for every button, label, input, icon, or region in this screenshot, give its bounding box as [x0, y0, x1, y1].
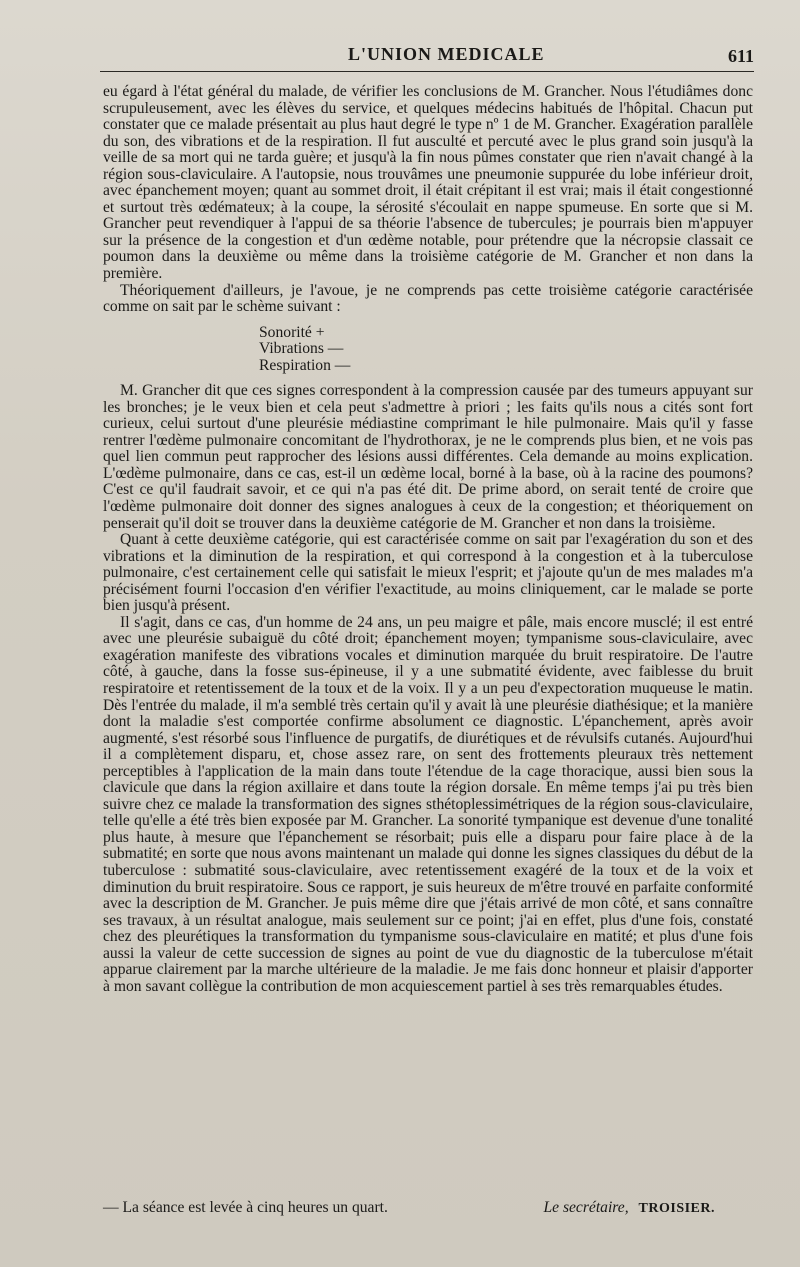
page-number: 611 [727, 46, 754, 66]
sign-scheme [103, 325, 753, 375]
article-body [103, 84, 753, 995]
scheme-line-sonorite: Sonorité + [259, 323, 325, 341]
paragraph-5: Il s'agit, dans ce cas, d'un homme de 24 ans, un peu maigre et pâle, mais encore musclé; il est entré avec une pleurésie subaiguë du côté droit; épanchement moyen; tympanisme sous-claviculaire, avec exagération manifeste des vibrations vocales et diminution marquée du bruit respiratoire. De l'autre côté, à gauche, dans la fosse sus-épineuse, il y a une submatité évidente, avec faiblesse du bruit respiratoire et retentissement de la toux et de la voix. Il y a un peu d'expectoration muqueuse le matin. Dès l'entrée du malade, il m'a semblé très certain qu'il y avait là une pleurésie diathésique; et la manière dont la maladie s'est comportée confirme absolument ce diagnostic. L'épanchement, après avoir augmenté, s'est résorbé sous l'influence de purgatifs, de diurétiques et de révulsifs cutanés. Aujourd'hui il a complètement disparu, et, chose assez rare, on sent des frottements pleuraux très nettement perceptibles à l'application de la main dans toute l'étendue de la cage thoracique, aussi bien sous la clavicule que dans la région axillaire et dans toute la région dorsale. En même temps j'ai pu très bien suivre chez ce malade la transformation des signes sthétoplessimétriques de la région sous-claviculaire, telle qu'elle a été très bien exposée par M. Grancher. La sonorité tympanique est devenue d'une tonalité plus haute, à mesure que l'épanchement se résorbait; puis elle a disparu pour faire place à de la submatité; en sorte que nous avons maintenant un malade qui donne les signes classiques du début de la tuberculose : submatité sous-claviculaire, avec retentissement exagéré de la toux et de la voix et diminution du bruit respiratoire. Sous ce rapport, je suis heureux de m'être trouvé en parfaite conformité avec la description de M. Grancher. Je puis même dire que j'étais arrivé de mon côté, et sans connaître ses travaux, à un résultat analogue, mais seulement sur ce point; j'ai en effet, plus d'une fois, constaté chez des pleurétiques la transformation du tympanisme sous-claviculaire en matité; et plus d'une fois aussi la valeur de cette succession de signes au point de vue du diagnostic de la tuberculose m'était apparue clairement par la marche ultérieure de la maladie. Je me fais donc honneur et plaisir d'apporter à mon savant collègue la contribution de mon acquiescement partiel à ses très remarquables études. [103, 613, 753, 995]
header-rule [100, 71, 754, 72]
signature [543, 1199, 715, 1217]
running-head: L'UNION MEDICALE [348, 44, 545, 64]
signature-role: Le secrétaire, [543, 1199, 629, 1216]
scheme-line-respiration: Respiration — [259, 356, 351, 374]
paragraph-4: Quant à cette deuxième catégorie, qui est caractérisée comme on sait par l'exagération du son et des vibrations et la diminution de la respiration, et qui correspond à la congestion et à la tuberculose pulmonaire, c'est certainement celle qui satisfait le mieux l'esprit; et j'ajoute qu'un de mes malades m'a précisément fourni l'occasion d'en vérifier l'exactitude, au moins cliniquement, car le malade se porte bien jusqu'à présent. [103, 531, 753, 615]
paragraph-2: Théoriquement d'ailleurs, je l'avoue, je ne comprends pas cette troisième catégorie caractérisée comme on sait par le schème suivant : [103, 281, 753, 316]
scheme-line-vibrations: Vibrations — [259, 340, 344, 358]
session-closed-note: — La séance est levée à cinq heures un quart. [103, 1199, 388, 1216]
paragraph-1: eu égard à l'état général du malade, de vérifier les conclusions de M. Grancher. Nous l'étudiâmes donc scrupuleusement, avec les élèves du service, et quelques médecins habitués de l'hôpital. Chacun put constater que ce malade présentait au plus haut degré le type nº 1 de M. Grancher. Exagération parallèle du son, des vibrations et de la respiration. Il fut ausculté et percuté avec le plus grand soin jusqu'à la veille de sa mort qui ne tarda guère; et jusqu'à la fin nous pûmes constater que rien n'avait changé à la région sous-claviculaire. A l'autopsie, nous trouvâmes une pneumonie suppurée du lobe inférieur droit, avec épanchement moyen; quant au sommet droit, il était crépitant il est vrai; mais il était congestionné et surtout très œdémateux; à la coupe, la sérosité s'écoulait en nappe spumeuse. En sorte que si M. Grancher peut revendiquer à l'appui de sa théorie l'absence de tubercules; je pourrais bien m'appuyer sur la présence de la congestion et d'un œdème notable, pour prétendre que la nécropsie classait ce poumon dans la deuxième ou même dans la troisième catégorie de M. Grancher et non dans la première. [103, 83, 753, 283]
signature-name: TROISIER. [638, 1201, 715, 1216]
closing-line [103, 1199, 753, 1217]
page-header [90, 42, 760, 82]
paragraph-3: M. Grancher dit que ces signes correspondent à la compression causée par des tumeurs appuyant sur les bronches; je le veux bien et cela peut s'admettre à priori ; les faits qu'ils nous a cités sont fort curieux, celui surtout d'une pleurésie médiastine comprimant le hile pulmonaire. Mais qu'il y fasse rentrer l'œdème pulmonaire concomitant de l'hydrothorax, je ne le comprends plus bien, et ne vois pas quel lien commun peut rapprocher des lésions aussi différentes. Cela demande au moins explication. L'œdème pulmonaire, dans ce cas, est-il un œdème local, borné à la base, où à la racine des poumons? C'est ce qu'il faudrait savoir, et ce qui n'a pas été dit. De prime abord, on serait tenté de croire que l'œdème pulmonaire doit donner des signes analogues à ceux de la congestion; et théoriquement on penserait qu'il doit se trouver dans la deuxième catégorie de M. Grancher et non dans la troisième. [103, 382, 753, 532]
